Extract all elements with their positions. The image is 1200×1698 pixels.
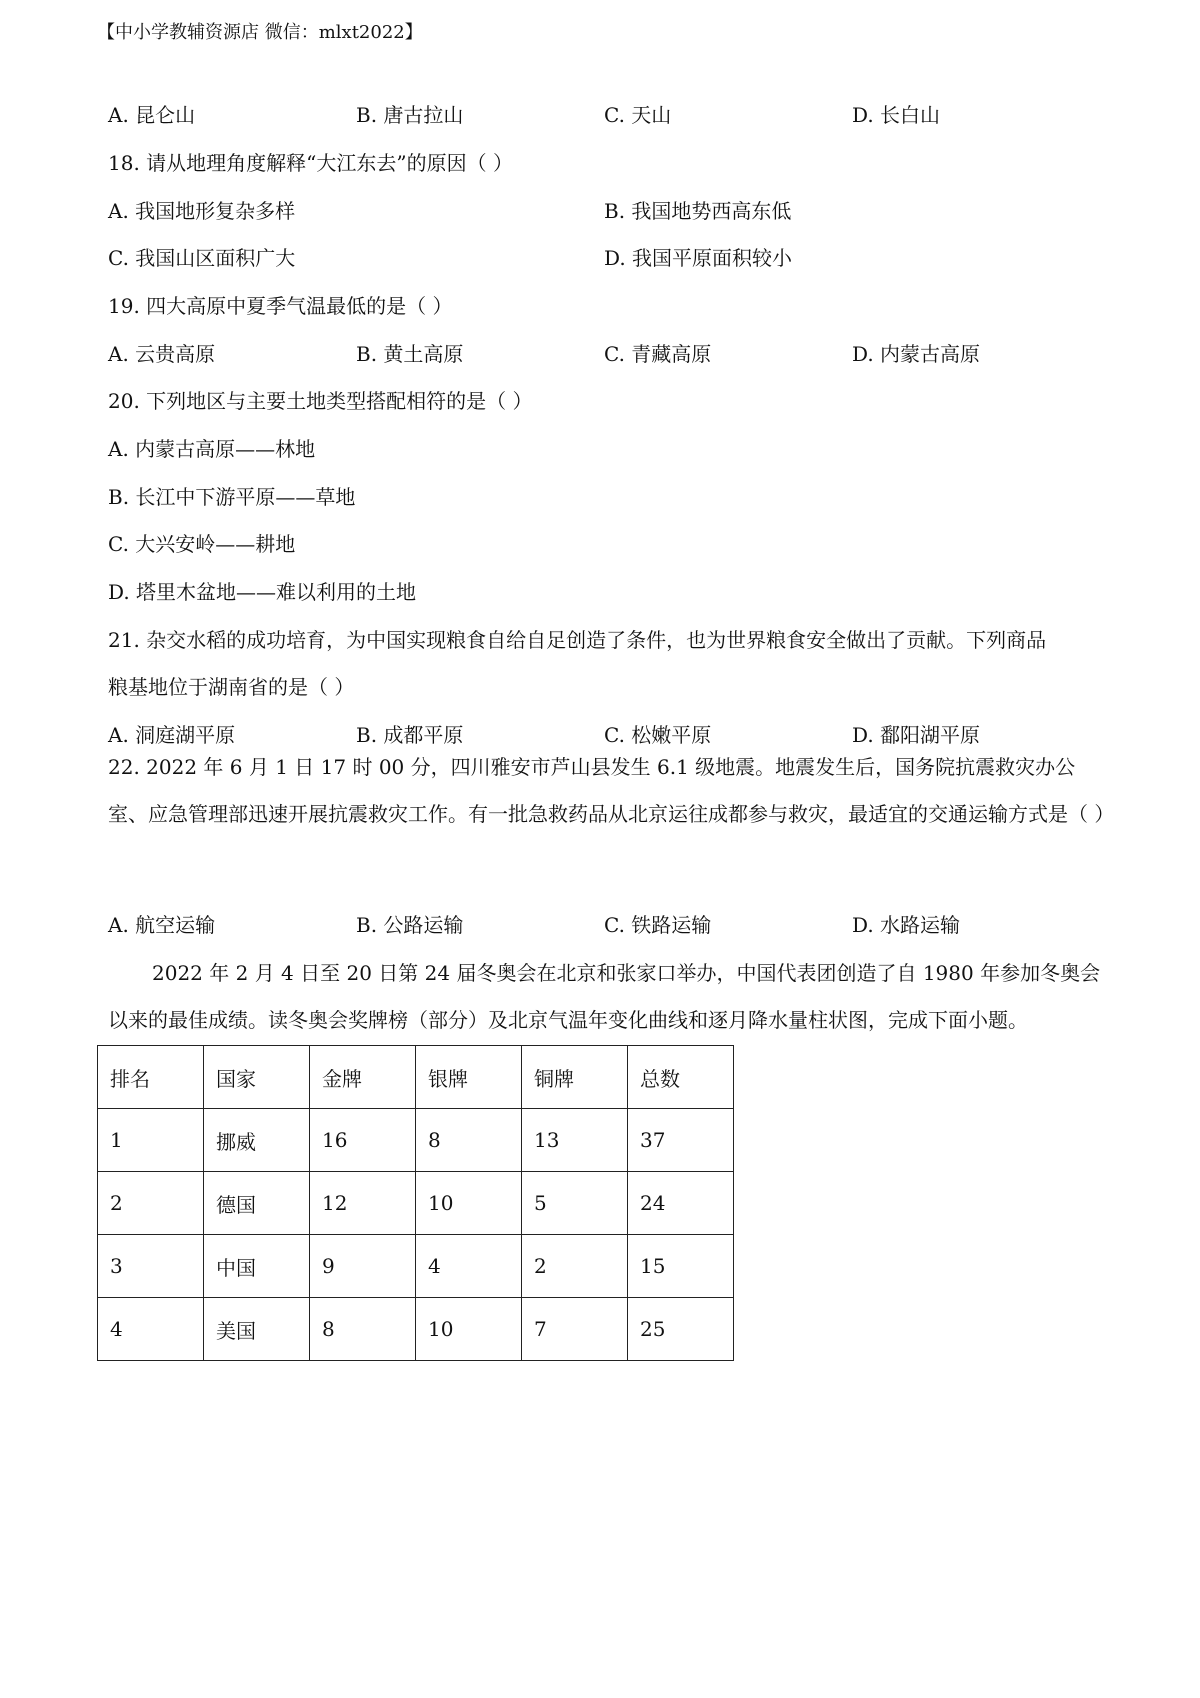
q19-option-b[interactable]: B. 黄土高原	[356, 342, 464, 366]
q21-option-b[interactable]: B. 成都平原	[356, 723, 464, 747]
table-row	[98, 1172, 734, 1235]
q21-option-d[interactable]: D. 鄱阳湖平原	[852, 723, 981, 747]
table-cell: 24	[628, 1172, 734, 1235]
table-cell: 4	[416, 1235, 522, 1298]
q17-option-b[interactable]: B. 唐古拉山	[356, 103, 464, 127]
table-cell: 7	[522, 1298, 628, 1361]
q18-stem: 18. 请从地理角度解释“大江东去”的原因（ ）	[108, 151, 513, 175]
table-cell: 2	[98, 1172, 204, 1235]
table-row	[98, 1235, 734, 1298]
q18-options-row2	[108, 243, 1108, 273]
table-cell: 4	[98, 1298, 204, 1361]
winter-olympics-passage: 2022 年 2 月 4 日至 20 日第 24 届冬奥会在北京和张家口举办，中国代表团创造了自 1980 年参加冬奥会以来的最佳成绩。读冬奥会奖牌榜（部分）及北京气温年变化曲线和逐月降水量柱状图，完成下面小题。	[108, 961, 1101, 1032]
table-cell: 16	[310, 1109, 416, 1172]
table-cell: 10	[416, 1298, 522, 1361]
table-cell: 25	[628, 1298, 734, 1361]
q19-option-a[interactable]: A. 云贵高原	[108, 342, 216, 366]
q20-option-d[interactable]: D. 塔里木盆地——难以利用的土地	[108, 580, 417, 604]
table-cell: 5	[522, 1172, 628, 1235]
q20-option-b[interactable]: B. 长江中下游平原——草地	[108, 485, 356, 509]
q21-stem-line1: 21. 杂交水稻的成功培育，为中国实现粮食自给自足创造了条件，也为世界粮食安全做出了贡献。下列商品	[108, 628, 1047, 652]
q17-options	[108, 100, 1108, 130]
table-cell: 12	[310, 1172, 416, 1235]
q20-option-a[interactable]: A. 内蒙古高原——林地	[108, 437, 316, 461]
table-cell: 13	[522, 1109, 628, 1172]
table-header-cell: 国家	[204, 1046, 310, 1109]
table-cell: 8	[310, 1298, 416, 1361]
table-cell: 3	[98, 1235, 204, 1298]
medal-table	[97, 1045, 734, 1361]
q21-option-c[interactable]: C. 松嫩平原	[604, 723, 712, 747]
q22-options	[108, 910, 1108, 940]
q22-stem: 22. 2022 年 6 月 1 日 17 时 00 分，四川雅安市芦山县发生 6.1 级地震。地震发生后，国务院抗震救灾办公室、应急管理部迅速开展抗震救灾工作。有一批急救药品从北京运往成都参与救灾，最适宜的交通运输方式是（ ）	[108, 755, 1115, 826]
table-cell: 挪威	[204, 1109, 310, 1172]
table-header-cell: 金牌	[310, 1046, 416, 1109]
q18-option-c[interactable]: C. 我国山区面积广大	[108, 246, 296, 270]
q18-option-b[interactable]: B. 我国地势西高东低	[604, 199, 792, 223]
q22-option-c[interactable]: C. 铁路运输	[604, 913, 712, 937]
q22-option-d[interactable]: D. 水路运输	[852, 913, 961, 937]
table-cell: 中国	[204, 1235, 310, 1298]
table-cell: 10	[416, 1172, 522, 1235]
page-header: 【中小学教辅资源店 微信：mlxt2022】	[97, 22, 423, 43]
q19-option-d[interactable]: D. 内蒙古高原	[852, 342, 981, 366]
q17-option-a[interactable]: A. 昆仑山	[108, 103, 196, 127]
table-cell: 9	[310, 1235, 416, 1298]
q22-option-a[interactable]: A. 航空运输	[108, 913, 216, 937]
q20-stem: 20. 下列地区与主要土地类型搭配相符的是（ ）	[108, 389, 533, 413]
table-cell: 37	[628, 1109, 734, 1172]
q21-option-a[interactable]: A. 洞庭湖平原	[108, 723, 236, 747]
table-row	[98, 1109, 734, 1172]
table-header-cell: 排名	[98, 1046, 204, 1109]
table-cell: 美国	[204, 1298, 310, 1361]
table-header-row	[98, 1046, 734, 1109]
q17-option-d[interactable]: D. 长白山	[852, 103, 941, 127]
q22-option-b[interactable]: B. 公路运输	[356, 913, 464, 937]
q18-option-a[interactable]: A. 我国地形复杂多样	[108, 199, 296, 223]
table-row	[98, 1298, 734, 1361]
q18-option-d[interactable]: D. 我国平原面积较小	[604, 246, 793, 270]
table-cell: 2	[522, 1235, 628, 1298]
q18-options-row1	[108, 196, 1108, 226]
table-cell: 15	[628, 1235, 734, 1298]
q17-option-c[interactable]: C. 天山	[604, 103, 672, 127]
table-cell: 德国	[204, 1172, 310, 1235]
table-cell: 1	[98, 1109, 204, 1172]
table-header-cell: 铜牌	[522, 1046, 628, 1109]
table-header-cell: 银牌	[416, 1046, 522, 1109]
table-header-cell: 总数	[628, 1046, 734, 1109]
q19-option-c[interactable]: C. 青藏高原	[604, 342, 712, 366]
q19-stem: 19. 四大高原中夏季气温最低的是（ ）	[108, 294, 453, 318]
q19-options	[108, 339, 1108, 369]
q21-stem-line2: 粮基地位于湖南省的是（ ）	[108, 675, 355, 699]
q20-option-c[interactable]: C. 大兴安岭——耕地	[108, 532, 296, 556]
table-cell: 8	[416, 1109, 522, 1172]
